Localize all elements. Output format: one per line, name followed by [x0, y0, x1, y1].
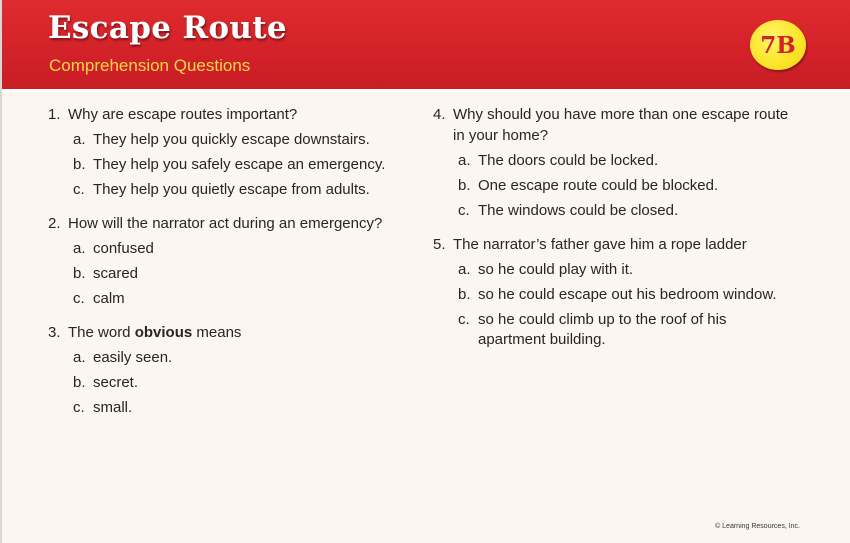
- option-text-line-2: apartment building.: [478, 331, 606, 348]
- question-prompt-line-1: Why should you have more than one escape route: [453, 106, 789, 123]
- answer-options: [48, 348, 418, 418]
- answer-option: [433, 176, 813, 196]
- answer-options: [48, 239, 418, 309]
- option-letter: c.: [73, 181, 85, 198]
- answer-option: [48, 180, 418, 200]
- option-text: They help you safely escape an emergency.: [93, 156, 386, 173]
- answer-options: [433, 260, 813, 350]
- page-subtitle: Comprehension Questions: [49, 56, 251, 75]
- option-text: calm: [93, 290, 125, 307]
- answer-options: [48, 130, 418, 200]
- option-text: secret.: [93, 374, 139, 391]
- question-number: 4.: [433, 106, 446, 123]
- vocabulary-word: obvious: [134, 324, 193, 341]
- option-text-line-1: so he could climb up to the roof of his: [478, 311, 727, 328]
- option-letter: a.: [458, 261, 471, 278]
- option-text: The windows could be closed.: [478, 202, 679, 219]
- answer-option: [48, 239, 418, 259]
- answer-option: [433, 151, 813, 171]
- answer-option: [48, 289, 418, 309]
- question-prompt-end: means: [192, 324, 242, 341]
- question-prompt-line-2: in your home?: [453, 127, 549, 144]
- question-4: [433, 104, 813, 221]
- answer-option: [433, 285, 813, 305]
- option-text: small.: [93, 399, 133, 416]
- option-letter: b.: [73, 156, 86, 173]
- question-5: [433, 234, 813, 350]
- answer-option: [48, 130, 418, 150]
- option-text: easily seen.: [93, 349, 173, 366]
- option-letter: c.: [73, 399, 85, 416]
- option-letter: a.: [458, 152, 471, 169]
- copyright-notice: © Learning Resources, Inc.: [715, 523, 800, 530]
- answer-option: [433, 201, 813, 221]
- header-banner: [2, 0, 850, 92]
- question-3: [48, 322, 418, 418]
- question-text: [433, 234, 813, 255]
- right-column: [433, 104, 813, 363]
- option-text: so he could escape out his bedroom window.: [478, 286, 777, 303]
- answer-option: [48, 264, 418, 284]
- answer-option: [48, 155, 418, 175]
- answer-option: [48, 348, 418, 368]
- option-letter: a.: [73, 240, 86, 257]
- option-letter: b.: [458, 286, 471, 303]
- answer-option: [48, 398, 418, 418]
- option-text: One escape route could be blocked.: [478, 177, 719, 194]
- question-1: [48, 104, 418, 200]
- answer-option: [433, 260, 813, 280]
- question-text: [48, 104, 418, 125]
- question-number: 5.: [433, 236, 446, 253]
- question-2: [48, 213, 418, 309]
- question-prompt: The narrator’s father gave him a rope ladder: [453, 236, 747, 253]
- question-number: 1.: [48, 106, 61, 123]
- option-letter: c.: [458, 311, 470, 328]
- option-letter: a.: [73, 349, 86, 366]
- option-letter: a.: [73, 131, 86, 148]
- card-number-badge: [750, 20, 806, 70]
- question-prompt: Why are escape routes important?: [68, 106, 298, 123]
- card-number-label: 7B: [760, 31, 796, 59]
- option-letter: b.: [73, 374, 86, 391]
- answer-option: [433, 310, 813, 350]
- option-text: scared: [93, 265, 139, 282]
- option-letter: b.: [73, 265, 86, 282]
- answer-option: [48, 373, 418, 393]
- option-text: The doors could be locked.: [478, 152, 659, 169]
- question-number: 2.: [48, 215, 61, 232]
- option-text: They help you quietly escape from adults.: [93, 181, 370, 198]
- question-prompt-start: The word: [68, 324, 135, 341]
- option-letter: b.: [458, 177, 471, 194]
- left-column: [48, 104, 418, 431]
- answer-options: [433, 151, 813, 221]
- question-prompt: How will the narrator act during an emergency?: [68, 215, 383, 232]
- page-title: Escape Route: [48, 10, 287, 46]
- question-text: [48, 322, 418, 343]
- question-number: 3.: [48, 324, 61, 341]
- option-text: confused: [93, 240, 154, 257]
- question-text: [48, 213, 418, 234]
- option-letter: c.: [458, 202, 470, 219]
- question-text: [433, 104, 813, 146]
- option-text: so he could play with it.: [478, 261, 634, 278]
- option-text: They help you quickly escape downstairs.: [93, 131, 370, 148]
- option-letter: c.: [73, 290, 85, 307]
